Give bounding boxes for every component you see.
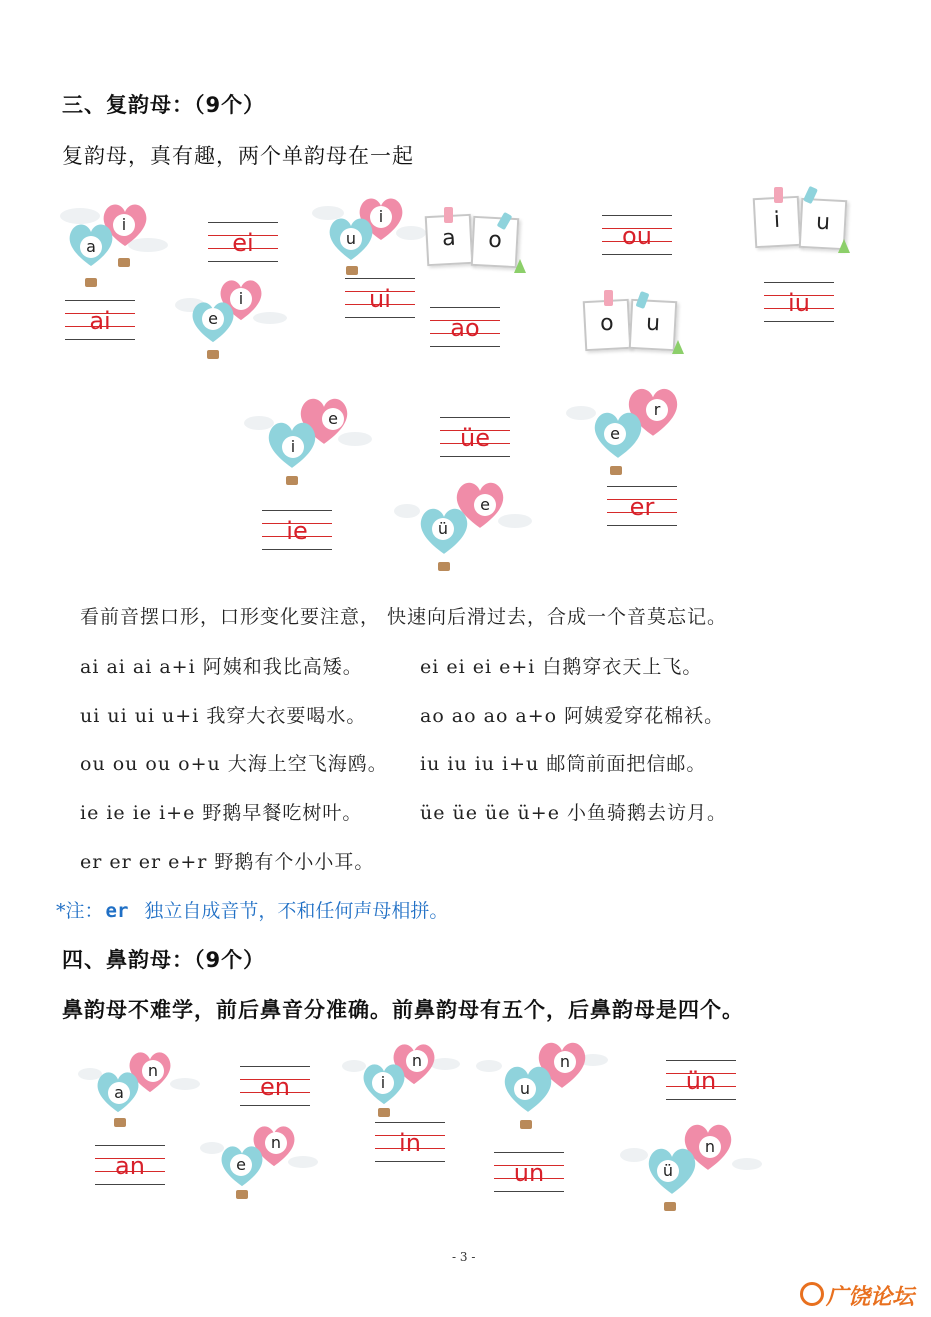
- rhyme-ue: üe üe üe ü+e 小鱼骑鹅去访月。: [420, 802, 728, 824]
- pinyin-un: un: [513, 1159, 545, 1187]
- balloon-letter: e: [604, 423, 626, 445]
- pinyin-ue: üe: [460, 424, 490, 452]
- writing-lines-er: [607, 486, 677, 526]
- balloon-un: [476, 1040, 586, 1150]
- note-prefix: *注：: [56, 900, 104, 922]
- balloon-an: [78, 1048, 188, 1158]
- pinyin-in: in: [399, 1129, 421, 1157]
- balloon-letter: ü: [657, 1160, 679, 1182]
- page-number: - 3 -: [452, 1250, 476, 1264]
- rhyme-ie: ie ie ie i+e 野鹅早餐吃树叶。: [80, 802, 363, 824]
- logo-text: 广饶论坛: [826, 1285, 915, 1310]
- pinyin-ie: ie: [286, 517, 308, 545]
- balloon-ai: [60, 198, 170, 308]
- rhyme-iu: iu iu iu i+u 邮筒前面把信邮。: [420, 753, 707, 775]
- writing-lines-ai: [65, 300, 135, 340]
- cards-ao: [422, 205, 532, 277]
- balloon-letter: e: [322, 408, 344, 430]
- balloon-letter: i: [372, 1072, 394, 1094]
- balloon-letter: n: [265, 1132, 287, 1154]
- rhyme-er: er er er e+r 野鹅有个小小耳。: [80, 851, 375, 873]
- pinyin-ui: ui: [369, 285, 391, 313]
- site-logo: [800, 1278, 926, 1308]
- card-letter: o: [471, 216, 520, 268]
- writing-lines-an: [95, 1145, 165, 1185]
- pinyin-er: er: [629, 493, 655, 521]
- note-text: 独立自成音节，不和任何声母相拼。: [144, 900, 449, 922]
- balloon-ue: [394, 480, 504, 590]
- balloon-letter: i: [370, 206, 392, 228]
- writing-lines-un: [494, 1152, 564, 1192]
- card-letter: o: [583, 299, 632, 351]
- writing-lines-ui: [345, 278, 415, 318]
- balloon-letter: a: [80, 236, 102, 258]
- note: [56, 896, 448, 923]
- rhyme-ao: ao ao ao a+o 阿姨爱穿花棉袄。: [420, 705, 725, 727]
- rhyme-ai: ai ai ai a+i 阿姨和我比高矮。: [80, 656, 363, 678]
- section-4-title: 四、鼻韵母：（9个）: [62, 948, 266, 972]
- pinyin-vn: ün: [685, 1067, 717, 1095]
- pinyin-ai: ai: [89, 307, 111, 335]
- balloon-letter: i: [282, 436, 304, 458]
- writing-lines-ue: [440, 417, 510, 457]
- card-letter: i: [753, 196, 802, 248]
- pinyin-en: en: [260, 1073, 290, 1101]
- balloon-letter: n: [406, 1050, 428, 1072]
- balloon-letter: e: [230, 1154, 252, 1176]
- pinyin-an: an: [115, 1152, 145, 1180]
- rhyme-row: [80, 749, 880, 776]
- balloon-letter: i: [113, 214, 135, 236]
- section-4-subtitle: 鼻韵母不难学，前后鼻音分准确。前鼻韵母有五个，后鼻韵母是四个。: [62, 998, 744, 1022]
- rhyme-row: [80, 701, 880, 728]
- rhyme-ou: ou ou ou o+u 大海上空飞海鸥。: [80, 753, 388, 775]
- rhyme-ui: ui ui ui u+i 我穿大衣要喝水。: [80, 705, 367, 727]
- writing-lines-ou: [602, 215, 672, 255]
- writing-lines-ei: [208, 222, 278, 262]
- balloon-letter: n: [699, 1136, 721, 1158]
- balloon-letter: e: [474, 494, 496, 516]
- writing-lines-iu: [764, 282, 834, 322]
- balloon-letter: n: [142, 1060, 164, 1082]
- balloon-ei: [175, 278, 285, 388]
- card-letter: u: [799, 198, 848, 250]
- rhyme-row: [80, 652, 880, 679]
- pinyin-iu: iu: [788, 289, 810, 317]
- note-er: er: [105, 900, 129, 922]
- balloon-letter: u: [340, 228, 362, 250]
- card-letter: u: [629, 299, 678, 351]
- rhyme-row: [80, 798, 880, 825]
- writing-lines-ao: [430, 307, 500, 347]
- balloon-en: [200, 1122, 310, 1232]
- rhyme-intro: 看前音摆口形，口形变化要注意， 快速向后滑过去，合成一个音莫忘记。: [80, 606, 728, 628]
- writing-lines-in: [375, 1122, 445, 1162]
- balloon-letter: i: [230, 288, 252, 310]
- pinyin-ao: ao: [450, 314, 480, 342]
- pinyin-ei: ei: [232, 229, 254, 257]
- writing-lines-en: [240, 1066, 310, 1106]
- balloon-letter: u: [514, 1078, 536, 1100]
- card-letter: a: [425, 214, 474, 266]
- cards-ou: [580, 290, 690, 360]
- writing-lines-ie: [262, 510, 332, 550]
- pinyin-ou: ou: [622, 222, 652, 250]
- section-3-subtitle: 复韵母，真有趣，两个单韵母在一起: [62, 144, 414, 168]
- balloon-letter: a: [108, 1082, 130, 1104]
- balloon-letter: n: [554, 1051, 576, 1073]
- section-3-title: 三、复韵母：（9个）: [62, 93, 266, 117]
- balloon-ie: [244, 396, 354, 506]
- writing-lines-vn: [666, 1060, 736, 1100]
- balloon-letter: ü: [432, 518, 454, 540]
- balloon-er: [566, 386, 676, 496]
- balloon-letter: r: [646, 399, 668, 421]
- balloon-vn: [620, 1122, 730, 1232]
- rhyme-ei: ei ei ei e+i 白鹅穿衣天上飞。: [420, 656, 703, 678]
- balloon-letter: e: [202, 308, 224, 330]
- cards-iu: [750, 185, 860, 255]
